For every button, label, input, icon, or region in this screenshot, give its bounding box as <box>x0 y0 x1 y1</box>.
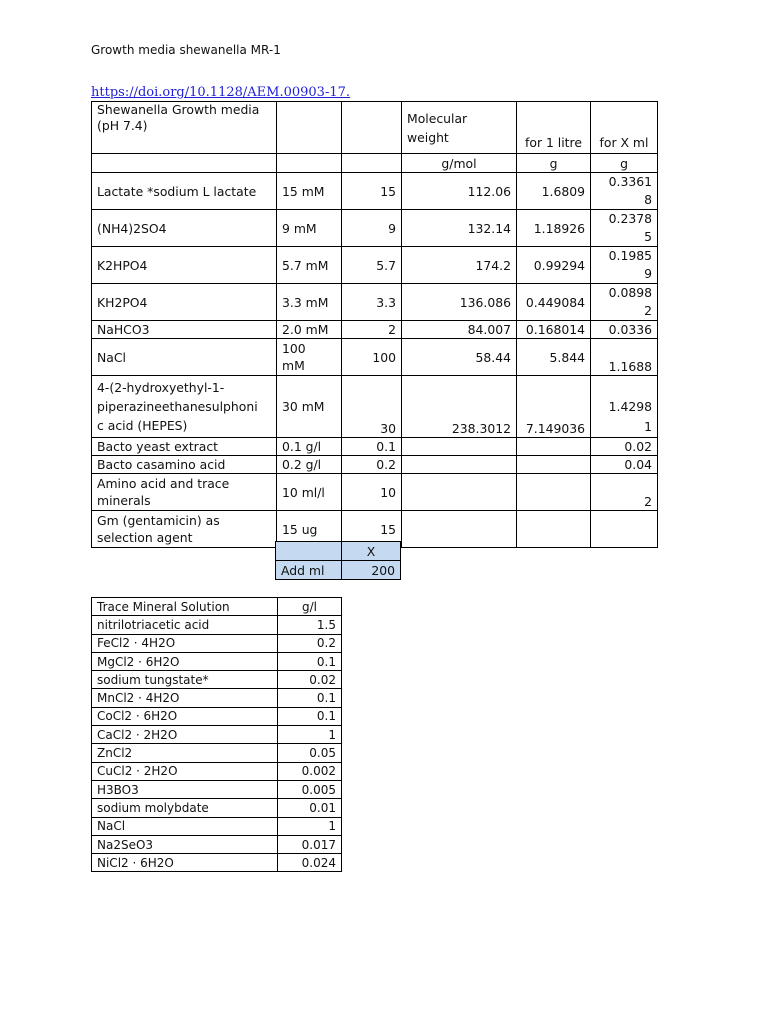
table-row <box>92 321 658 339</box>
concentration: 3.3 mM <box>277 284 342 321</box>
x-volume-table <box>275 541 401 580</box>
table-row <box>92 173 658 210</box>
doi-link[interactable]: https://doi.org/10.1128/AEM.00903-17. <box>91 85 351 100</box>
concentration: 5.7 mM <box>277 247 342 284</box>
molecular-weight <box>402 438 517 456</box>
concentration: 100 mM <box>277 339 342 376</box>
concentration: 15 ug <box>277 511 342 548</box>
table-header-row <box>92 102 658 154</box>
grams-per-x-ml: 1.4298 1 <box>591 376 658 438</box>
concentration-value: 9 <box>342 210 402 247</box>
unit-litre: g <box>517 154 591 173</box>
concentration-value: 2 <box>342 321 402 339</box>
trace-mineral-value: 0.017 <box>278 835 342 853</box>
x-empty-cell <box>276 542 342 561</box>
trace-mineral-name: NaCl <box>92 817 278 835</box>
trace-mineral-value: 0.05 <box>278 744 342 762</box>
trace-header-unit: g/l <box>278 598 342 616</box>
concentration: 9 mM <box>277 210 342 247</box>
grams-per-litre: 7.149036 <box>517 376 591 438</box>
trace-mineral-name: MnCl2 · 4H2O <box>92 689 278 707</box>
trace-row <box>92 707 342 725</box>
trace-mineral-value: 0.02 <box>278 671 342 689</box>
table-row <box>92 284 658 321</box>
grams-per-litre: 0.99294 <box>517 247 591 284</box>
trace-mineral-value: 1.5 <box>278 616 342 634</box>
table-row <box>92 456 658 474</box>
ingredient-name: NaCl <box>92 339 277 376</box>
table-row <box>92 438 658 456</box>
grams-per-x-ml <box>591 511 658 548</box>
grams-per-litre <box>517 474 591 511</box>
grams-per-x-ml: 2 <box>591 474 658 511</box>
ingredient-name: KH2PO4 <box>92 284 277 321</box>
header-empty-cell <box>277 102 342 154</box>
trace-row <box>92 671 342 689</box>
trace-row <box>92 689 342 707</box>
trace-mineral-name: CaCl2 · 2H2O <box>92 726 278 744</box>
concentration-value: 30 <box>342 376 402 438</box>
trace-row <box>92 634 342 652</box>
grams-per-x-ml: 0.04 <box>591 456 658 474</box>
ingredient-name: 4-(2-hydroxyethyl-1- piperazineethanesulphoni c acid (HEPES) <box>92 376 277 438</box>
trace-row <box>92 780 342 798</box>
ingredient-name: Bacto casamino acid <box>92 456 277 474</box>
unit-mw: g/mol <box>402 154 517 173</box>
concentration-value: 0.2 <box>342 456 402 474</box>
header-media-label: Shewanella Growth media (pH 7.4) <box>92 102 277 154</box>
trace-mineral-value: 0.002 <box>278 762 342 780</box>
table-unit-row <box>92 154 658 173</box>
trace-mineral-name: CuCl2 · 2H2O <box>92 762 278 780</box>
trace-header-name: Trace Mineral Solution <box>92 598 278 616</box>
header-for-x-ml: for X ml <box>591 102 658 154</box>
molecular-weight: 132.14 <box>402 210 517 247</box>
molecular-weight <box>402 511 517 548</box>
trace-mineral-name: sodium molybdate <box>92 799 278 817</box>
trace-row <box>92 817 342 835</box>
trace-row <box>92 744 342 762</box>
trace-mineral-name: Na2SeO3 <box>92 835 278 853</box>
ingredient-name: Amino acid and trace minerals <box>92 474 277 511</box>
trace-mineral-name: NiCl2 · 6H2O <box>92 854 278 872</box>
molecular-weight: 84.007 <box>402 321 517 339</box>
grams-per-litre: 5.844 <box>517 339 591 376</box>
concentration: 0.1 g/l <box>277 438 342 456</box>
x-label: X <box>342 542 401 561</box>
header-empty-cell <box>342 102 402 154</box>
trace-mineral-value: 1 <box>278 817 342 835</box>
ingredient-name: Lactate *sodium L lactate <box>92 173 277 210</box>
trace-row <box>92 726 342 744</box>
grams-per-litre: 1.18926 <box>517 210 591 247</box>
trace-mineral-name: ZnCl2 <box>92 744 278 762</box>
add-ml-label: Add ml <box>276 561 342 580</box>
unit-empty-cell <box>342 154 402 173</box>
grams-per-litre: 0.449084 <box>517 284 591 321</box>
grams-per-x-ml: 0.0336 <box>591 321 658 339</box>
table-row <box>92 339 658 376</box>
unit-empty-cell <box>277 154 342 173</box>
document-title: Growth media shewanella MR-1 <box>91 43 281 57</box>
grams-per-litre <box>517 438 591 456</box>
trace-mineral-value: 0.1 <box>278 707 342 725</box>
concentration-value: 15 <box>342 173 402 210</box>
trace-row <box>92 762 342 780</box>
header-for-1-litre: for 1 litre <box>517 102 591 154</box>
grams-per-x-ml: 0.1985 9 <box>591 247 658 284</box>
ingredient-name: Gm (gentamicin) as selection agent <box>92 511 277 548</box>
trace-row <box>92 799 342 817</box>
trace-mineral-value: 0.01 <box>278 799 342 817</box>
table-row <box>92 376 658 438</box>
concentration: 0.2 g/l <box>277 456 342 474</box>
grams-per-x-ml: 1.1688 <box>591 339 658 376</box>
table-row <box>92 474 658 511</box>
molecular-weight: 58.44 <box>402 339 517 376</box>
trace-mineral-name: nitrilotriacetic acid <box>92 616 278 634</box>
trace-mineral-value: 0.2 <box>278 634 342 652</box>
molecular-weight: 136.086 <box>402 284 517 321</box>
ingredient-name: NaHCO3 <box>92 321 277 339</box>
table-row <box>92 247 658 284</box>
table-row <box>92 210 658 247</box>
concentration-value: 0.1 <box>342 438 402 456</box>
grams-per-x-ml: 0.2378 5 <box>591 210 658 247</box>
trace-row <box>92 652 342 670</box>
molecular-weight <box>402 474 517 511</box>
trace-row <box>92 835 342 853</box>
trace-mineral-table <box>91 597 342 872</box>
trace-mineral-name: H3BO3 <box>92 780 278 798</box>
add-ml-value[interactable]: 200 <box>342 561 401 580</box>
concentration-value: 100 <box>342 339 402 376</box>
trace-mineral-name: sodium tungstate* <box>92 671 278 689</box>
trace-header-row <box>92 598 342 616</box>
concentration: 30 mM <box>277 376 342 438</box>
grams-per-litre <box>517 456 591 474</box>
molecular-weight <box>402 456 517 474</box>
molecular-weight: 112.06 <box>402 173 517 210</box>
trace-row <box>92 616 342 634</box>
ingredient-name: K2HPO4 <box>92 247 277 284</box>
grams-per-x-ml: 0.02 <box>591 438 658 456</box>
grams-per-litre: 1.6809 <box>517 173 591 210</box>
concentration-value: 3.3 <box>342 284 402 321</box>
concentration-value: 5.7 <box>342 247 402 284</box>
trace-mineral-value: 0.1 <box>278 689 342 707</box>
grams-per-litre <box>517 511 591 548</box>
unit-empty-cell <box>92 154 277 173</box>
trace-row <box>92 854 342 872</box>
concentration-value: 15 <box>342 511 402 548</box>
molecular-weight: 174.2 <box>402 247 517 284</box>
trace-mineral-value: 0.024 <box>278 854 342 872</box>
growth-media-table <box>91 101 658 548</box>
trace-mineral-value: 1 <box>278 726 342 744</box>
grams-per-x-ml: 0.3361 8 <box>591 173 658 210</box>
trace-mineral-name: CoCl2 · 6H2O <box>92 707 278 725</box>
header-molecular-weight: Molecular weight <box>402 102 517 154</box>
unit-x: g <box>591 154 658 173</box>
trace-mineral-name: FeCl2 · 4H2O <box>92 634 278 652</box>
concentration: 15 mM <box>277 173 342 210</box>
ingredient-name: (NH4)2SO4 <box>92 210 277 247</box>
concentration-value: 10 <box>342 474 402 511</box>
trace-mineral-value: 0.1 <box>278 652 342 670</box>
concentration: 2.0 mM <box>277 321 342 339</box>
ingredient-name: Bacto yeast extract <box>92 438 277 456</box>
trace-mineral-name: MgCl2 · 6H2O <box>92 652 278 670</box>
grams-per-x-ml: 0.0898 2 <box>591 284 658 321</box>
grams-per-litre: 0.168014 <box>517 321 591 339</box>
concentration: 10 ml/l <box>277 474 342 511</box>
trace-mineral-value: 0.005 <box>278 780 342 798</box>
molecular-weight: 238.3012 <box>402 376 517 438</box>
